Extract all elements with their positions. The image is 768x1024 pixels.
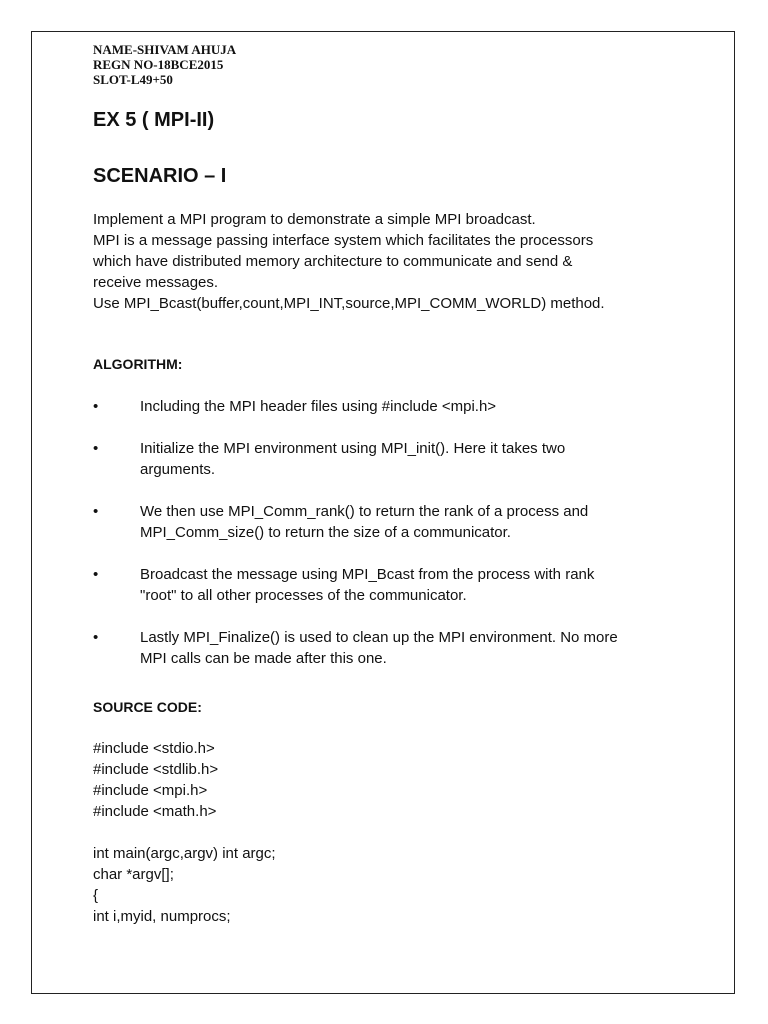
algorithm-step-line: Lastly MPI_Finalize() is used to clean up the MPI environment. No more xyxy=(140,629,618,646)
exercise-title: EX 5 ( MPI-II) xyxy=(93,109,215,131)
document-content xyxy=(93,42,713,927)
code-line: int i,myid, numprocs; xyxy=(93,908,231,925)
intro-line: Implement a MPI program to demonstrate a simple MPI broadcast. xyxy=(93,211,536,228)
scenario-heading: SCENARIO – I xyxy=(93,165,227,187)
code-line: { xyxy=(93,887,99,904)
source-code-block xyxy=(93,738,713,927)
algorithm-list xyxy=(93,396,713,669)
student-name: NAME-SHIVAM AHUJA xyxy=(93,42,237,57)
algorithm-step-line: MPI_Comm_size() to return the size of a communicator. xyxy=(140,524,511,541)
intro-line: MPI is a message passing interface system which facilitates the processors xyxy=(93,232,594,249)
code-line: char *argv[]; xyxy=(93,866,174,883)
algorithm-heading: ALGORITHM: xyxy=(93,356,183,372)
algorithm-step-line: We then use MPI_Comm_rank() to return the rank of a process and xyxy=(140,503,589,520)
algorithm-step-line: arguments. xyxy=(140,461,216,478)
bullet-icon: • xyxy=(93,398,99,415)
algorithm-step-line: Initialize the MPI environment using MPI_init(). Here it takes two xyxy=(140,440,566,457)
intro-line: which have distributed memory architecture to communicate and send & xyxy=(93,253,573,270)
code-line: #include <stdio.h> xyxy=(93,740,215,757)
intro-line: Use MPI_Bcast(buffer,count,MPI_INT,source,MPI_COMM_WORLD) method. xyxy=(93,295,605,312)
algorithm-step-line: MPI calls can be made after this one. xyxy=(140,650,387,667)
code-line: #include <mpi.h> xyxy=(93,782,208,799)
bullet-icon: • xyxy=(93,503,99,520)
student-regn: REGN NO-18BCE2015 xyxy=(93,57,224,72)
code-line: int main(argc,argv) int argc; xyxy=(93,845,276,862)
algorithm-step xyxy=(93,396,713,417)
algorithm-step-line: Broadcast the message using MPI_Bcast from the process with rank xyxy=(140,566,595,583)
algorithm-step xyxy=(93,501,713,543)
algorithm-step-line: "root" to all other processes of the communicator. xyxy=(140,587,467,604)
algorithm-step xyxy=(93,627,713,669)
code-line-blank xyxy=(93,822,713,843)
code-line: #include <stdlib.h> xyxy=(93,761,219,778)
source-code-heading: SOURCE CODE: xyxy=(93,699,202,715)
code-line: #include <math.h> xyxy=(93,803,217,820)
intro-line: receive messages. xyxy=(93,274,219,291)
student-info xyxy=(93,42,713,87)
algorithm-step-line: Including the MPI header files using #include <mpi.h> xyxy=(140,398,497,415)
intro-paragraph xyxy=(93,209,713,314)
algorithm-step xyxy=(93,438,713,480)
bullet-icon: • xyxy=(93,629,99,646)
algorithm-step xyxy=(93,564,713,606)
bullet-icon: • xyxy=(93,566,99,583)
bullet-icon: • xyxy=(93,440,99,457)
student-slot: SLOT-L49+50 xyxy=(93,72,173,87)
